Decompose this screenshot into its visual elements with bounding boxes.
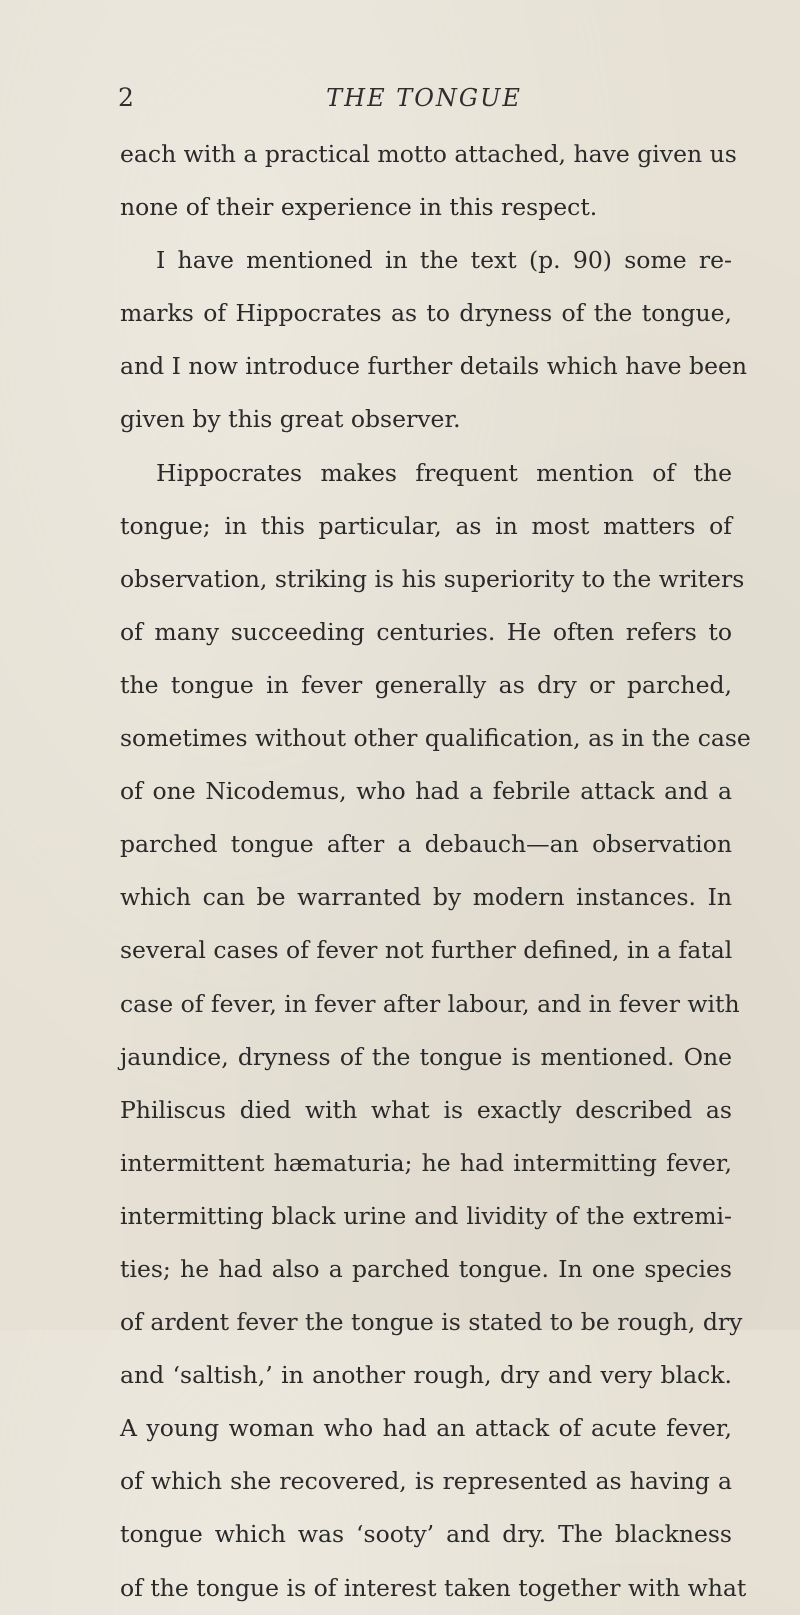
text-line: marks of Hippocrates as to dryness of the tongue, xyxy=(120,299,732,328)
body-text xyxy=(120,128,751,1615)
text-line: Philiscus died with what is exactly described as xyxy=(120,1095,732,1124)
text-line: ties; he had also a parched tongue. In one species xyxy=(120,1254,732,1283)
text-line: several cases of fever not further defined, in a fatal xyxy=(120,936,733,965)
running-title: THE TONGUE xyxy=(326,84,522,112)
text-line: of many succeeding centuries. He often refers to xyxy=(120,617,732,646)
text-line: parched tongue after a debauch—an observation xyxy=(120,830,732,859)
text-line: I have mentioned in the text (p. 90) some re- xyxy=(156,246,732,275)
text-line: of ardent fever the tongue is stated to be rough, dry xyxy=(120,1308,743,1337)
text-line: of which she recovered, is represented as having a xyxy=(120,1467,732,1496)
text-line: given by this great observer. xyxy=(120,405,461,434)
text-line: observation, striking is his superiority to the writers xyxy=(120,564,745,593)
text-line: of the tongue is of interest taken together with what xyxy=(120,1573,747,1602)
text-line: each with a practical motto attached, have given us xyxy=(120,140,737,168)
text-line: none of their experience in this respect. xyxy=(120,193,598,222)
text-line: the tongue in fever generally as dry or parched, xyxy=(120,670,732,699)
text-line: and ‘saltish,’ in another rough, dry and very black. xyxy=(120,1361,732,1390)
text-line: case of fever, in fever after labour, and in fever with xyxy=(120,989,740,1018)
running-head xyxy=(118,80,730,120)
text-line: sometimes without other qualification, as in the case xyxy=(120,724,751,753)
text-line: Hippocrates makes frequent mention of the xyxy=(156,458,732,487)
text-line: tongue; in this particular, as in most matters of xyxy=(120,511,732,540)
text-line: A young woman who had an attack of acute fever, xyxy=(120,1414,732,1443)
page-number: 2 xyxy=(118,83,134,112)
text-line: and I now introduce further details which have been xyxy=(120,352,748,381)
text-line: of one Nicodemus, who had a febrile attack and a xyxy=(120,777,732,806)
text-line: intermitting black urine and lividity of the extremi- xyxy=(120,1201,732,1230)
text-line: tongue which was ‘sooty’ and dry. The blackness xyxy=(120,1520,732,1549)
text-line: intermittent hæmaturia; he had intermitting fever, xyxy=(120,1148,732,1177)
text-line: jaundice, dryness of the tongue is mentioned. One xyxy=(120,1042,732,1071)
text-line: which can be warranted by modern instances. In xyxy=(120,883,732,912)
